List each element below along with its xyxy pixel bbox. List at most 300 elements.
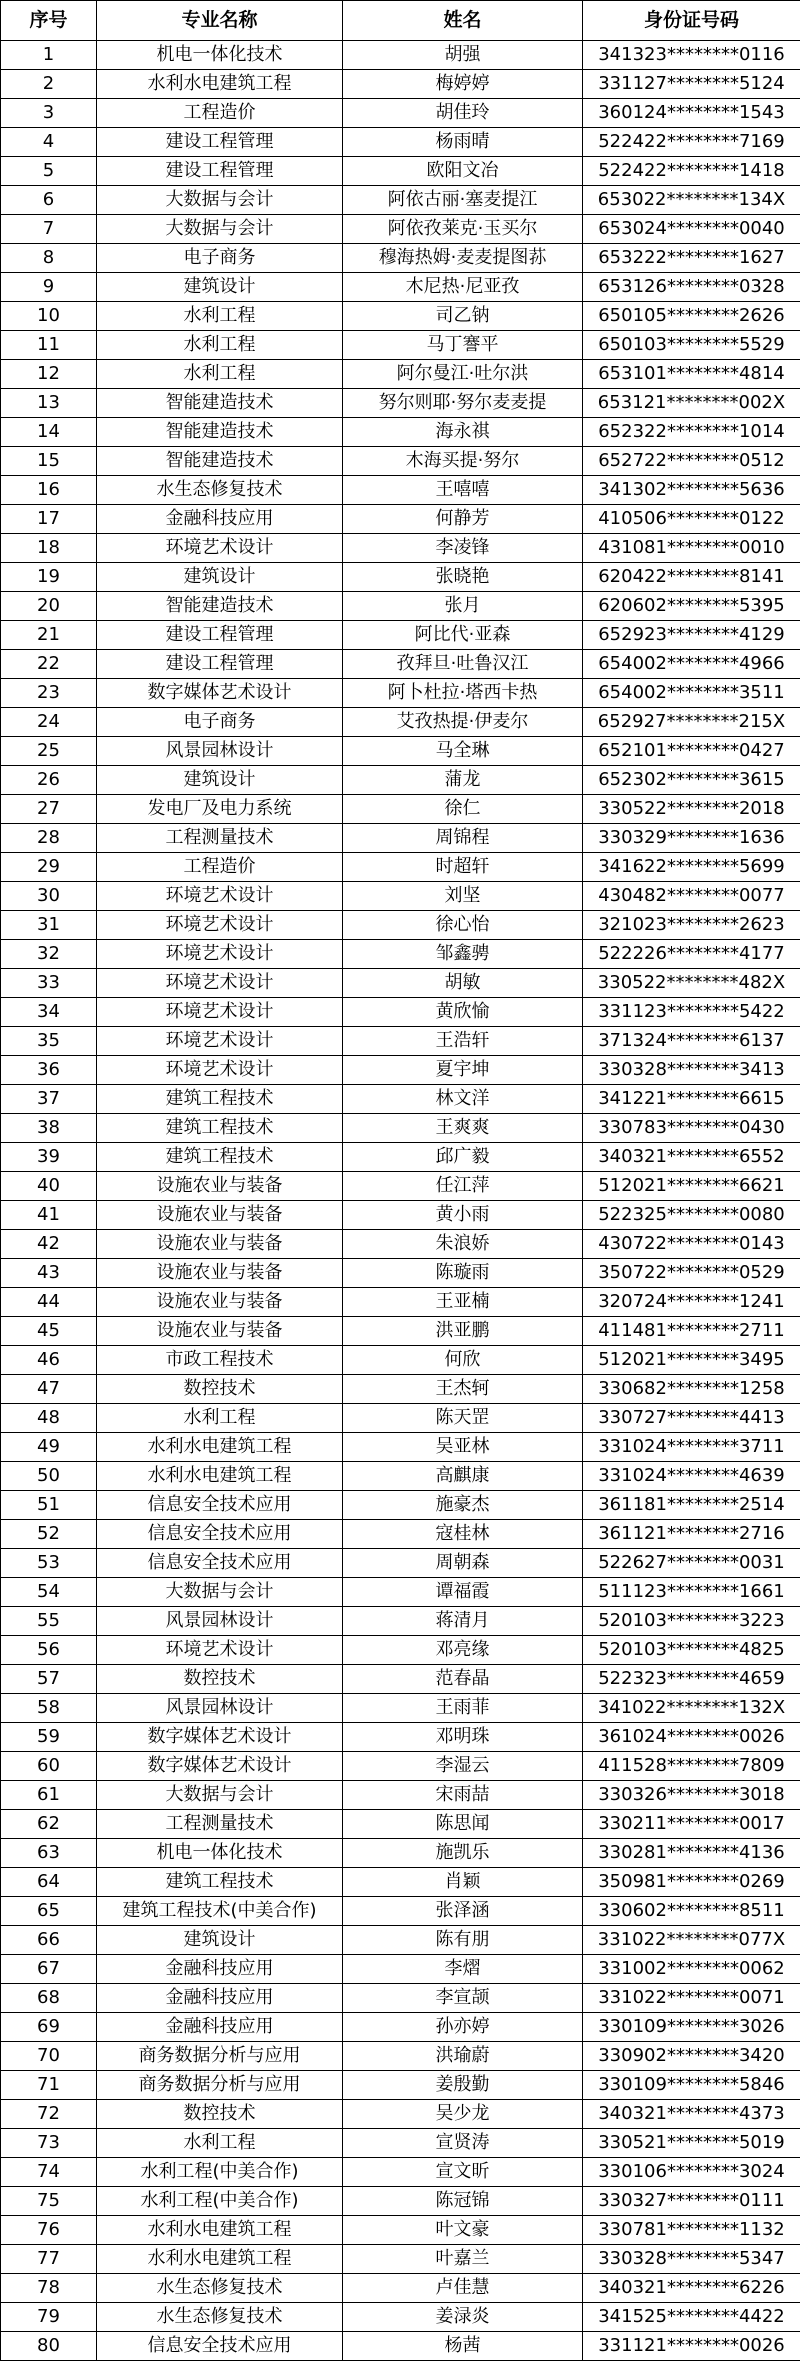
table-row (1, 882, 800, 911)
row-id-cell: 522422********7169 (583, 128, 800, 157)
table-row (1, 1491, 800, 1520)
row-id-cell: 331022********0071 (583, 1984, 800, 2013)
row-seq-cell: 12 (1, 360, 97, 389)
row-name-cell: 姜渌炎 (343, 2303, 583, 2332)
row-major-cell: 市政工程技术 (97, 1346, 343, 1375)
row-id-cell: 330326********3018 (583, 1781, 800, 1810)
row-major-cell: 数控技术 (97, 1375, 343, 1404)
row-name-cell: 努尔则耶·努尔麦麦提 (343, 389, 583, 418)
row-seq-cell: 63 (1, 1839, 97, 1868)
table-row (1, 911, 800, 940)
header-name: 姓名 (343, 1, 583, 41)
row-major-cell: 水生态修复技术 (97, 2274, 343, 2303)
row-major-cell: 水利水电建筑工程 (97, 1462, 343, 1491)
row-id-cell: 520103********3223 (583, 1607, 800, 1636)
row-id-cell: 330329********1636 (583, 824, 800, 853)
row-major-cell: 环境艺术设计 (97, 1056, 343, 1085)
table-row (1, 563, 800, 592)
row-name-cell: 胡佳玲 (343, 99, 583, 128)
table-row (1, 2129, 800, 2158)
row-seq-cell: 39 (1, 1143, 97, 1172)
row-major-cell: 设施农业与装备 (97, 1259, 343, 1288)
row-seq-cell: 15 (1, 447, 97, 476)
table-row (1, 853, 800, 882)
header-id-number: 身份证号码 (583, 1, 800, 41)
row-seq-cell: 62 (1, 1810, 97, 1839)
row-seq-cell: 67 (1, 1955, 97, 1984)
table-row (1, 1839, 800, 1868)
row-major-cell: 建筑工程技术 (97, 1868, 343, 1897)
table-row (1, 592, 800, 621)
row-name-cell: 蒋清月 (343, 1607, 583, 1636)
row-name-cell: 孜拜旦·吐鲁汉江 (343, 650, 583, 679)
row-seq-cell: 45 (1, 1317, 97, 1346)
row-id-cell: 330328********3413 (583, 1056, 800, 1085)
row-seq-cell: 48 (1, 1404, 97, 1433)
table-row (1, 1926, 800, 1955)
row-seq-cell: 6 (1, 186, 97, 215)
row-seq-cell: 40 (1, 1172, 97, 1201)
table-row (1, 2042, 800, 2071)
table-row (1, 215, 800, 244)
row-id-cell: 650105********2626 (583, 302, 800, 331)
row-major-cell: 建设工程管理 (97, 157, 343, 186)
row-major-cell: 机电一体化技术 (97, 41, 343, 70)
row-seq-cell: 3 (1, 99, 97, 128)
row-name-cell: 海永祺 (343, 418, 583, 447)
row-name-cell: 邹鑫骋 (343, 940, 583, 969)
row-seq-cell: 4 (1, 128, 97, 157)
row-seq-cell: 71 (1, 2071, 97, 2100)
row-id-cell: 652101********0427 (583, 737, 800, 766)
row-major-cell: 设施农业与装备 (97, 1172, 343, 1201)
row-seq-cell: 74 (1, 2158, 97, 2187)
row-seq-cell: 37 (1, 1085, 97, 1114)
row-seq-cell: 53 (1, 1549, 97, 1578)
table-row (1, 679, 800, 708)
row-major-cell: 智能建造技术 (97, 418, 343, 447)
row-seq-cell: 26 (1, 766, 97, 795)
table-row (1, 70, 800, 99)
row-name-cell: 夏宇坤 (343, 1056, 583, 1085)
row-name-cell: 叶文豪 (343, 2216, 583, 2245)
row-seq-cell: 78 (1, 2274, 97, 2303)
row-major-cell: 工程测量技术 (97, 824, 343, 853)
row-major-cell: 水生态修复技术 (97, 2303, 343, 2332)
row-major-cell: 风景园林设计 (97, 1607, 343, 1636)
row-seq-cell: 2 (1, 70, 97, 99)
table-row (1, 302, 800, 331)
row-id-cell: 330902********3420 (583, 2042, 800, 2071)
table-row (1, 621, 800, 650)
row-major-cell: 大数据与会计 (97, 1578, 343, 1607)
row-name-cell: 徐仁 (343, 795, 583, 824)
row-seq-cell: 10 (1, 302, 97, 331)
header-major: 专业名称 (97, 1, 343, 41)
row-seq-cell: 69 (1, 2013, 97, 2042)
row-major-cell: 数字媒体艺术设计 (97, 1752, 343, 1781)
row-major-cell: 建设工程管理 (97, 621, 343, 650)
row-name-cell: 张泽涵 (343, 1897, 583, 1926)
row-major-cell: 电子商务 (97, 244, 343, 273)
table-row (1, 41, 800, 70)
row-major-cell: 信息安全技术应用 (97, 1491, 343, 1520)
row-seq-cell: 51 (1, 1491, 97, 1520)
row-name-cell: 木尼热·尼亚孜 (343, 273, 583, 302)
row-name-cell: 王雨菲 (343, 1694, 583, 1723)
row-seq-cell: 73 (1, 2129, 97, 2158)
table-row (1, 244, 800, 273)
table-row (1, 1288, 800, 1317)
row-major-cell: 设施农业与装备 (97, 1230, 343, 1259)
table-row (1, 1665, 800, 1694)
row-seq-cell: 16 (1, 476, 97, 505)
row-major-cell: 环境艺术设计 (97, 969, 343, 998)
row-seq-cell: 60 (1, 1752, 97, 1781)
row-seq-cell: 43 (1, 1259, 97, 1288)
row-name-cell: 王浩轩 (343, 1027, 583, 1056)
row-name-cell: 宋雨喆 (343, 1781, 583, 1810)
row-name-cell: 李熠 (343, 1955, 583, 1984)
row-major-cell: 建筑工程技术(中美合作) (97, 1897, 343, 1926)
row-major-cell: 建筑设计 (97, 563, 343, 592)
row-seq-cell: 42 (1, 1230, 97, 1259)
row-name-cell: 姜殷勤 (343, 2071, 583, 2100)
table-row (1, 1346, 800, 1375)
table-row (1, 1056, 800, 1085)
row-name-cell: 马全琳 (343, 737, 583, 766)
row-id-cell: 331123********5422 (583, 998, 800, 1027)
row-major-cell: 信息安全技术应用 (97, 1549, 343, 1578)
row-id-cell: 653101********4814 (583, 360, 800, 389)
row-id-cell: 360124********1543 (583, 99, 800, 128)
row-seq-cell: 75 (1, 2187, 97, 2216)
row-id-cell: 330106********3024 (583, 2158, 800, 2187)
row-major-cell: 工程造价 (97, 853, 343, 882)
table-row (1, 1868, 800, 1897)
row-major-cell: 建筑工程技术 (97, 1143, 343, 1172)
table-row (1, 650, 800, 679)
row-id-cell: 341622********5699 (583, 853, 800, 882)
row-name-cell: 林文洋 (343, 1085, 583, 1114)
table-row (1, 360, 800, 389)
row-id-cell: 341221********6615 (583, 1085, 800, 1114)
row-name-cell: 马丁謇平 (343, 331, 583, 360)
row-id-cell: 512021********6621 (583, 1172, 800, 1201)
row-major-cell: 大数据与会计 (97, 186, 343, 215)
table-row (1, 998, 800, 1027)
row-seq-cell: 24 (1, 708, 97, 737)
row-name-cell: 李宣颉 (343, 1984, 583, 2013)
row-name-cell: 李湿云 (343, 1752, 583, 1781)
row-seq-cell: 55 (1, 1607, 97, 1636)
row-id-cell: 331024********3711 (583, 1433, 800, 1462)
table-row (1, 1636, 800, 1665)
table-row (1, 1230, 800, 1259)
row-name-cell: 卢佳慧 (343, 2274, 583, 2303)
row-name-cell: 蒲龙 (343, 766, 583, 795)
row-major-cell: 商务数据分析与应用 (97, 2042, 343, 2071)
row-name-cell: 陈璇雨 (343, 1259, 583, 1288)
row-name-cell: 宣文昕 (343, 2158, 583, 2187)
table-row (1, 1317, 800, 1346)
row-id-cell: 330109********3026 (583, 2013, 800, 2042)
row-id-cell: 331002********0062 (583, 1955, 800, 1984)
row-seq-cell: 44 (1, 1288, 97, 1317)
row-seq-cell: 33 (1, 969, 97, 998)
table-row (1, 1781, 800, 1810)
row-name-cell: 何欣 (343, 1346, 583, 1375)
table-row (1, 708, 800, 737)
row-id-cell: 522323********4659 (583, 1665, 800, 1694)
table-row (1, 534, 800, 563)
table-row (1, 1520, 800, 1549)
row-name-cell: 周朝森 (343, 1549, 583, 1578)
row-major-cell: 建筑工程技术 (97, 1085, 343, 1114)
table-row (1, 186, 800, 215)
row-major-cell: 金融科技应用 (97, 1984, 343, 2013)
row-name-cell: 周锦程 (343, 824, 583, 853)
row-major-cell: 大数据与会计 (97, 215, 343, 244)
row-name-cell: 陈冠锦 (343, 2187, 583, 2216)
row-major-cell: 金融科技应用 (97, 1955, 343, 1984)
row-id-cell: 652927********215X (583, 708, 800, 737)
row-seq-cell: 11 (1, 331, 97, 360)
row-seq-cell: 18 (1, 534, 97, 563)
row-name-cell: 朱浪娇 (343, 1230, 583, 1259)
row-seq-cell: 34 (1, 998, 97, 1027)
row-seq-cell: 7 (1, 215, 97, 244)
row-seq-cell: 30 (1, 882, 97, 911)
table-row (1, 447, 800, 476)
row-major-cell: 数字媒体艺术设计 (97, 679, 343, 708)
row-id-cell: 512021********3495 (583, 1346, 800, 1375)
row-major-cell: 数控技术 (97, 2100, 343, 2129)
row-major-cell: 水利工程 (97, 302, 343, 331)
row-major-cell: 水利水电建筑工程 (97, 2245, 343, 2274)
row-name-cell: 胡敏 (343, 969, 583, 998)
row-id-cell: 330727********4413 (583, 1404, 800, 1433)
row-id-cell: 321023********2623 (583, 911, 800, 940)
row-name-cell: 王杰轲 (343, 1375, 583, 1404)
row-name-cell: 梅婷婷 (343, 70, 583, 99)
header-row (1, 1, 800, 41)
row-id-cell: 522325********0080 (583, 1201, 800, 1230)
row-id-cell: 652923********4129 (583, 621, 800, 650)
row-id-cell: 653126********0328 (583, 273, 800, 302)
row-id-cell: 653121********002X (583, 389, 800, 418)
row-id-cell: 330781********1132 (583, 2216, 800, 2245)
row-id-cell: 430482********0077 (583, 882, 800, 911)
row-id-cell: 330522********2018 (583, 795, 800, 824)
row-major-cell: 设施农业与装备 (97, 1201, 343, 1230)
row-major-cell: 水生态修复技术 (97, 476, 343, 505)
row-name-cell: 邱广毅 (343, 1143, 583, 1172)
row-id-cell: 341525********4422 (583, 2303, 800, 2332)
row-major-cell: 水利工程(中美合作) (97, 2158, 343, 2187)
table-row (1, 1201, 800, 1230)
row-seq-cell: 46 (1, 1346, 97, 1375)
row-name-cell: 吴亚林 (343, 1433, 583, 1462)
row-id-cell: 331127********5124 (583, 70, 800, 99)
table-row (1, 1143, 800, 1172)
table-row (1, 2332, 800, 2361)
row-major-cell: 水利工程(中美合作) (97, 2187, 343, 2216)
row-seq-cell: 47 (1, 1375, 97, 1404)
row-major-cell: 环境艺术设计 (97, 998, 343, 1027)
row-id-cell: 350722********0529 (583, 1259, 800, 1288)
row-major-cell: 水利水电建筑工程 (97, 70, 343, 99)
row-major-cell: 环境艺术设计 (97, 911, 343, 940)
table-row (1, 99, 800, 128)
table-row (1, 2216, 800, 2245)
row-id-cell: 522627********0031 (583, 1549, 800, 1578)
row-name-cell: 阿比代·亚森 (343, 621, 583, 650)
row-name-cell: 时超轩 (343, 853, 583, 882)
row-seq-cell: 79 (1, 2303, 97, 2332)
row-name-cell: 吴少龙 (343, 2100, 583, 2129)
row-major-cell: 建筑设计 (97, 766, 343, 795)
row-name-cell: 洪亚鹏 (343, 1317, 583, 1346)
table-row (1, 2274, 800, 2303)
table-row (1, 2100, 800, 2129)
row-name-cell: 谭福霞 (343, 1578, 583, 1607)
table-row (1, 1810, 800, 1839)
row-name-cell: 阿依古丽·塞麦提江 (343, 186, 583, 215)
row-name-cell: 孙亦婷 (343, 2013, 583, 2042)
table-row (1, 331, 800, 360)
row-id-cell: 652302********3615 (583, 766, 800, 795)
table-row (1, 795, 800, 824)
row-id-cell: 411481********2711 (583, 1317, 800, 1346)
table-row (1, 1404, 800, 1433)
row-id-cell: 330327********0111 (583, 2187, 800, 2216)
row-id-cell: 330602********8511 (583, 1897, 800, 1926)
table-row (1, 1433, 800, 1462)
row-major-cell: 工程测量技术 (97, 1810, 343, 1839)
row-seq-cell: 19 (1, 563, 97, 592)
row-id-cell: 340321********6226 (583, 2274, 800, 2303)
row-name-cell: 肖颖 (343, 1868, 583, 1897)
row-seq-cell: 35 (1, 1027, 97, 1056)
row-seq-cell: 57 (1, 1665, 97, 1694)
row-name-cell: 叶嘉兰 (343, 2245, 583, 2274)
row-major-cell: 建设工程管理 (97, 650, 343, 679)
row-seq-cell: 32 (1, 940, 97, 969)
row-major-cell: 电子商务 (97, 708, 343, 737)
row-major-cell: 风景园林设计 (97, 1694, 343, 1723)
row-name-cell: 施凯乐 (343, 1839, 583, 1868)
row-name-cell: 宣贤涛 (343, 2129, 583, 2158)
row-id-cell: 654002********4966 (583, 650, 800, 679)
row-major-cell: 设施农业与装备 (97, 1317, 343, 1346)
table-row (1, 1723, 800, 1752)
row-major-cell: 环境艺术设计 (97, 940, 343, 969)
row-name-cell: 张晓艳 (343, 563, 583, 592)
row-name-cell: 徐心怡 (343, 911, 583, 940)
row-major-cell: 智能建造技术 (97, 447, 343, 476)
table-row (1, 1172, 800, 1201)
table-row (1, 1259, 800, 1288)
row-id-cell: 330522********482X (583, 969, 800, 998)
row-id-cell: 430722********0143 (583, 1230, 800, 1259)
row-name-cell: 刘坚 (343, 882, 583, 911)
row-seq-cell: 66 (1, 1926, 97, 1955)
row-seq-cell: 21 (1, 621, 97, 650)
table-row (1, 1114, 800, 1143)
row-id-cell: 654002********3511 (583, 679, 800, 708)
row-id-cell: 330783********0430 (583, 1114, 800, 1143)
row-name-cell: 陈思闻 (343, 1810, 583, 1839)
table-row (1, 418, 800, 447)
row-seq-cell: 5 (1, 157, 97, 186)
row-id-cell: 330281********4136 (583, 1839, 800, 1868)
row-major-cell: 水利工程 (97, 1404, 343, 1433)
table-row (1, 1027, 800, 1056)
row-id-cell: 620602********5395 (583, 592, 800, 621)
row-seq-cell: 76 (1, 2216, 97, 2245)
row-seq-cell: 20 (1, 592, 97, 621)
row-major-cell: 风景园林设计 (97, 737, 343, 766)
table-row (1, 1694, 800, 1723)
row-name-cell: 邓明珠 (343, 1723, 583, 1752)
row-major-cell: 建筑工程技术 (97, 1114, 343, 1143)
row-seq-cell: 27 (1, 795, 97, 824)
row-seq-cell: 72 (1, 2100, 97, 2129)
row-seq-cell: 49 (1, 1433, 97, 1462)
table-row (1, 128, 800, 157)
row-id-cell: 331022********077X (583, 1926, 800, 1955)
row-id-cell: 522226********4177 (583, 940, 800, 969)
table-row (1, 1462, 800, 1491)
row-id-cell: 340321********4373 (583, 2100, 800, 2129)
row-seq-cell: 41 (1, 1201, 97, 1230)
row-major-cell: 机电一体化技术 (97, 1839, 343, 1868)
row-id-cell: 330521********5019 (583, 2129, 800, 2158)
row-name-cell: 陈天罡 (343, 1404, 583, 1433)
row-name-cell: 黄小雨 (343, 1201, 583, 1230)
table-row (1, 2158, 800, 2187)
row-name-cell: 杨茜 (343, 2332, 583, 2361)
row-seq-cell: 77 (1, 2245, 97, 2274)
row-seq-cell: 25 (1, 737, 97, 766)
row-id-cell: 361024********0026 (583, 1723, 800, 1752)
row-seq-cell: 56 (1, 1636, 97, 1665)
row-major-cell: 建筑设计 (97, 273, 343, 302)
row-seq-cell: 38 (1, 1114, 97, 1143)
row-name-cell: 司乙钠 (343, 302, 583, 331)
row-major-cell: 水利工程 (97, 2129, 343, 2158)
row-major-cell: 水利工程 (97, 360, 343, 389)
table-row (1, 2013, 800, 2042)
row-name-cell: 胡强 (343, 41, 583, 70)
row-major-cell: 工程造价 (97, 99, 343, 128)
row-major-cell: 水利水电建筑工程 (97, 2216, 343, 2245)
row-id-cell: 652722********0512 (583, 447, 800, 476)
row-id-cell: 340321********6552 (583, 1143, 800, 1172)
row-seq-cell: 54 (1, 1578, 97, 1607)
row-seq-cell: 64 (1, 1868, 97, 1897)
row-id-cell: 341302********5636 (583, 476, 800, 505)
header-seq: 序号 (1, 1, 97, 41)
row-major-cell: 商务数据分析与应用 (97, 2071, 343, 2100)
table-row (1, 1897, 800, 1926)
row-seq-cell: 58 (1, 1694, 97, 1723)
table-body (1, 41, 800, 2361)
row-seq-cell: 31 (1, 911, 97, 940)
row-name-cell: 任江萍 (343, 1172, 583, 1201)
table-row (1, 1085, 800, 1114)
